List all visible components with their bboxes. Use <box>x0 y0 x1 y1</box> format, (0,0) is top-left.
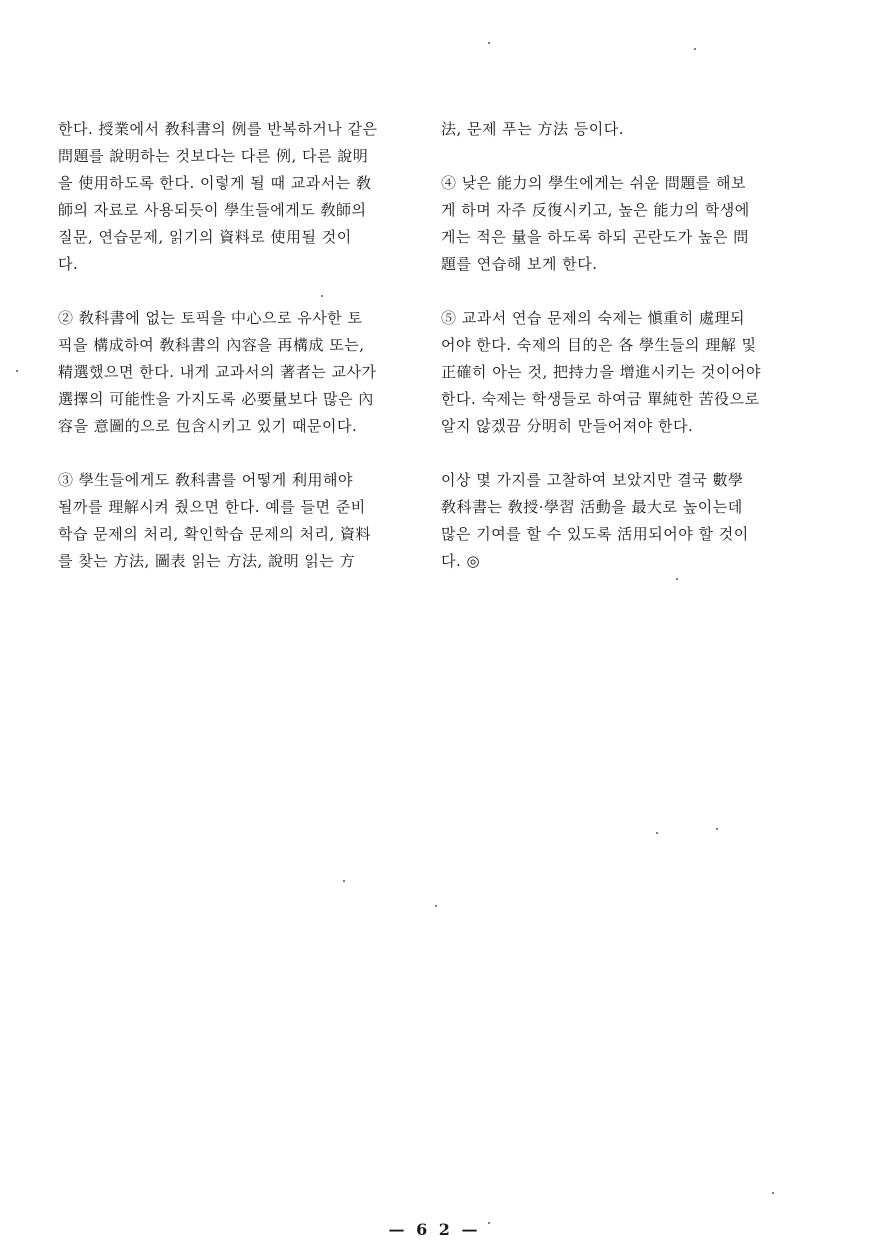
paragraph-item-3 <box>58 467 416 575</box>
paragraph-intro <box>58 116 416 278</box>
scan-speck <box>656 832 658 834</box>
text-line: 이상 몇 가지를 고찰하여 보았지만 결국 數學 <box>441 471 744 489</box>
scan-speck <box>435 905 437 907</box>
text-line: 많은 기여를 할 수 있도록 活用되어야 할 것이 <box>441 525 749 543</box>
scan-speck <box>676 578 678 580</box>
scan-speck <box>16 370 18 372</box>
page-number: — 6 2 — <box>388 1220 481 1239</box>
scan-speck <box>716 828 718 830</box>
scan-speck <box>343 880 345 882</box>
paragraph-item-4 <box>441 170 801 278</box>
text-line: 容을 意圖的으로 包含시키고 있기 때문이다. <box>58 417 358 435</box>
text-line: 알지 않겠끔 分明히 만들어져야 한다. <box>441 417 694 435</box>
scan-speck <box>488 42 490 44</box>
text-line: 다. <box>58 255 79 273</box>
scan-speck <box>772 1192 774 1194</box>
text-line: 질문, 연습문제, 읽기의 資料로 使用될 것이 <box>58 228 352 246</box>
text-line: 게 하며 자주 反復시키고, 높은 能力의 학생에 <box>441 201 750 219</box>
text-line: 학습 문제의 처리, 확인학습 문제의 처리, 資料 <box>58 525 371 543</box>
text-line: 한다. 授業에서 敎科書의 例를 반복하거나 같은 <box>58 120 378 138</box>
text-line: 正確히 아는 것, 把持力을 增進시키는 것이어야 <box>441 363 761 381</box>
left-column <box>58 116 416 575</box>
paragraph-continuation <box>441 116 801 143</box>
text-line: ⑤ 교과서 연습 문제의 숙제는 愼重히 處理되 <box>441 309 745 327</box>
paragraph-item-2 <box>58 305 416 440</box>
text-line: ② 敎科書에 없는 토픽을 中心으로 유사한 토 <box>58 309 363 327</box>
scan-speck <box>488 1222 490 1224</box>
text-line: 題를 연습해 보게 한다. <box>441 255 598 273</box>
text-line: 를 찾는 方法, 圖表 읽는 方法, 說明 읽는 方 <box>58 552 356 570</box>
text-line: ③ 學生들에게도 敎科書를 어떻게 利用해야 <box>58 471 353 489</box>
text-line: 法, 문제 푸는 方法 등이다. <box>441 120 625 138</box>
text-line: 精選했으면 한다. 내게 교과서의 著者는 교사가 <box>58 363 377 381</box>
text-line: 師의 자료로 사용되듯이 學生들에게도 敎師의 <box>58 201 367 219</box>
scan-speck <box>694 48 696 50</box>
text-line: ④ 낮은 能力의 學生에게는 쉬운 問題를 해보 <box>441 174 747 192</box>
text-line: 다. ◎ <box>441 552 481 570</box>
paragraph-item-5 <box>441 305 801 440</box>
text-line: 어야 한다. 숙제의 目的은 各 學生들의 理解 및 <box>441 336 757 354</box>
text-line: 을 使用하도록 한다. 이렇게 될 때 교과서는 敎 <box>58 174 372 192</box>
text-line: 敎科書는 敎授·學習 活動을 最大로 높이는데 <box>441 498 743 516</box>
scan-speck <box>321 295 323 297</box>
text-line: 問題를 說明하는 것보다는 다른 例, 다른 說明 <box>58 147 369 165</box>
text-line: 한다. 숙제는 학생들로 하여금 單純한 苦役으로 <box>441 390 760 408</box>
text-line: 픽을 構成하여 敎科書의 內容을 再構成 또는, <box>58 336 365 354</box>
right-column <box>441 116 801 575</box>
text-line: 게는 적은 量을 하도록 하되 곤란도가 높은 問 <box>441 228 749 246</box>
text-line: 選擇의 可能性을 가지도록 必要量보다 많은 內 <box>58 390 374 408</box>
text-line: 될까를 理解시켜 줬으면 한다. 예를 들면 준비 <box>58 498 366 516</box>
paragraph-conclusion <box>441 467 801 575</box>
